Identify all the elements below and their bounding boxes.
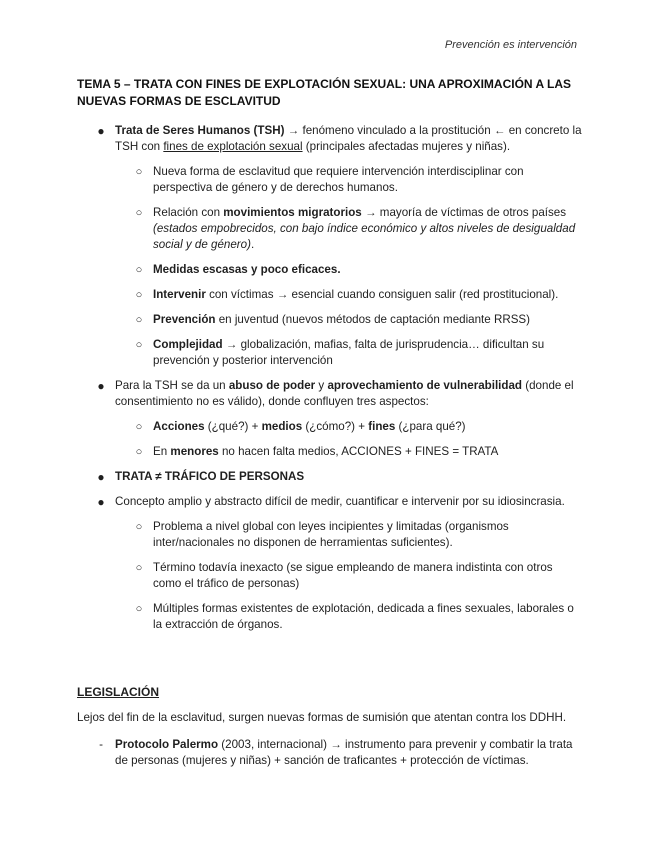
sub-item: ○ Múltiples formas existentes de explotación, dedicada a fines sexuales, laborales o la extracción de órganos.	[135, 602, 574, 631]
circle-bullet-icon: ○	[135, 446, 143, 458]
document-title: TEMA 5 – TRATA CON FINES DE EXPLOTACIÓN SEXUAL: UNA APROXIMACIÓN A LAS NUEVAS FORMAS DE ESCLAVITUD	[77, 77, 572, 108]
legislation-list	[77, 737, 582, 769]
circle-bullet-icon: ○	[135, 264, 143, 276]
sub-item: ○ Complejidad → globalización, mafias, falta de jurisprudencia… dificultan su prevención y posterior intervención	[135, 338, 545, 367]
circle-bullet-icon: ○	[135, 314, 143, 326]
sub-item: ○ Intervenir con víctimas → esencial cuando consiguen salir (red prostitucional).	[135, 288, 559, 301]
section-heading-legislation: LEGISLACIÓN	[77, 685, 160, 699]
circle-bullet-icon: ○	[135, 562, 143, 574]
sub-item: ○ Medidas escasas y poco eficaces.	[135, 263, 341, 276]
legislation-intro: Lejos del fin de la esclavitud, surgen nuevas formas de sumisión que atentan contra los DDHH.	[77, 711, 567, 724]
list-item-trata: ● TRATA ≠ TRÁFICO DE PERSONAS	[97, 470, 305, 484]
list-item-tsh: ● Trata de Seres Humanos (TSH) → fenómeno vinculado a la prostitución ← en concreto la TSH con fines de explotación sexual (principales afectadas mujeres y niñas).	[97, 124, 582, 153]
sub-item: ○ Relación con movimientos migratorios → mayoría de víctimas de otros países (estados empobrecidos, con bajo índice económico y altos niveles de desigualdad social y de género).	[135, 206, 576, 251]
list-item-palermo: - Protocolo Palermo (2003, internacional) → instrumento para prevenir y combatir la trata de personas (mujeres y niñas) + sanción de traficantes + protección de víctimas.	[77, 737, 582, 769]
header-note: Prevención es intervención	[444, 39, 577, 51]
list-item-abuse: ● Para la TSH se da un abuso de poder y aprovechamiento de vulnerabilidad (donde el consentimiento no es válido), donde confluyen tres aspectos:	[97, 379, 574, 408]
sub-item: ○ En menores no hacen falta medios, ACCIONES + FINES = TRATA	[135, 445, 499, 458]
sub-item: ○ Prevención en juventud (nuevos métodos de captación mediante RRSS)	[135, 313, 531, 326]
sub-item: ○ Problema a nivel global con leyes incipientes y limitadas (organismos inter/nacionales no disponen de herramientas suficientes).	[135, 520, 509, 549]
main-list	[77, 123, 582, 633]
list-item-concept: ● Concepto amplio y abstracto difícil de medir, cuantificar e intervenir por su idiosincrasia.	[97, 495, 565, 509]
dash-bullet-icon: -	[99, 738, 103, 751]
sub-item: ○ Nueva forma de esclavitud que requiere intervención interdisciplinar con perspectiva de género y de derechos humanos.	[135, 165, 524, 194]
circle-bullet-icon: ○	[135, 289, 143, 301]
circle-bullet-icon: ○	[135, 207, 143, 219]
sub-item: ○ Término todavía inexacto (se sigue empleando de manera indistinta con otros como el tráfico de personas)	[135, 561, 553, 590]
bullet-icon: ●	[97, 495, 105, 509]
circle-bullet-icon: ○	[135, 421, 143, 433]
circle-bullet-icon: ○	[135, 166, 143, 178]
sub-item: ○ Acciones (¿qué?) + medios (¿cómo?) + fines (¿para qué?)	[135, 420, 466, 433]
bullet-icon: ●	[97, 470, 105, 484]
circle-bullet-icon: ○	[135, 339, 143, 351]
circle-bullet-icon: ○	[135, 521, 143, 533]
bullet-icon: ●	[97, 379, 105, 393]
bullet-icon: ●	[97, 124, 105, 138]
circle-bullet-icon: ○	[135, 603, 143, 615]
